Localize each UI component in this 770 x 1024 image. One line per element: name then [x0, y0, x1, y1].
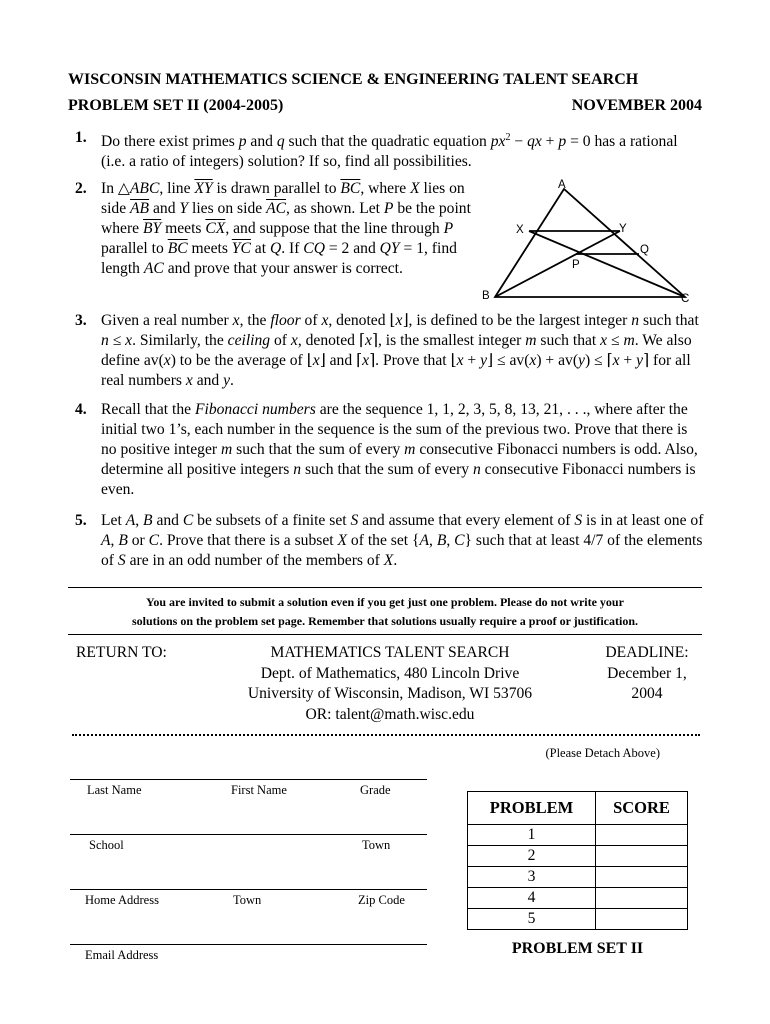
- school-label: School: [89, 838, 124, 852]
- submission-notice: [68, 587, 702, 635]
- notice-line-2: solutions on the problem set page. Remember that solutions usually require a proof or justification.: [131, 614, 639, 628]
- problem-5: [75, 511, 705, 571]
- detach-line: [72, 734, 700, 736]
- score-cell[interactable]: [596, 867, 688, 888]
- contact-email[interactable]: OR: talent@math.wisc.edu: [305, 705, 475, 723]
- problem-text: Do there exist primes p and q such that the quadratic equation $px^2$ − qx + p = 0 has a rational (i.e. a ratio of integers) solution? If so, find all possibilities.: [101, 132, 678, 171]
- problem-1: [75, 128, 705, 172]
- problem-number-cell: 2: [468, 846, 596, 867]
- label-b: B: [482, 290, 490, 302]
- problem-text: Given a real number x, the floor of x, denoted ⌊x⌋, is defined to be the largest integer n such that n ≤ x. Similarly, the ceiling of x, denoted ⌈x⌉, is the smallest integer m such that x ≤ m. We also define av(x) to be the average of ⌊x⌋ and ⌈x⌉. Prove that ⌊x + y⌋ ≤ av(x) + av(y) ≤ ⌈x + y⌉ for all real numbers x and y.: [101, 312, 699, 389]
- last-name-label: Last Name: [87, 783, 142, 797]
- address-line-2: University of Wisconsin, Madison, WI 53706: [247, 685, 533, 702]
- problem-number: 3.: [75, 312, 87, 329]
- zip-code-label: Zip Code: [358, 893, 405, 907]
- problem-column-header: PROBLEM: [468, 792, 596, 825]
- score-row: [468, 867, 688, 888]
- deadline: [592, 643, 702, 705]
- problem-number-cell: 3: [468, 867, 596, 888]
- form-line: [70, 944, 427, 945]
- score-cell[interactable]: [596, 825, 688, 846]
- problem-number-cell: 4: [468, 888, 596, 909]
- score-cell[interactable]: [596, 846, 688, 867]
- address-line-1: Dept. of Mathematics, 480 Lincoln Drive: [260, 664, 520, 682]
- label-c: C: [681, 293, 690, 305]
- problem-number: 4.: [75, 401, 87, 418]
- line-by: [495, 231, 620, 297]
- problem-set-label: PROBLEM SET II (2004-2005): [68, 97, 284, 114]
- problem-text: Recall that the Fibonacci numbers are the sequence 1, 1, 2, 3, 5, 8, 13, 21, . . ., where after the initial two 1’s, each number in the sequence is the sum of the previous two. Prove that there is no positive integer m such that the sum of every m consecutive Fibonacci numbers is odd. Also, determine all positive integers n such that the sum of every n consecutive Fibonacci numbers is even.: [101, 401, 698, 498]
- org-name: MATHEMATICS TALENT SEARCH: [270, 644, 510, 661]
- return-to-label: RETURN TO:: [76, 644, 167, 661]
- problem-3: [75, 311, 705, 391]
- form-line: [70, 834, 427, 835]
- score-table: [467, 791, 688, 930]
- score-column-header: SCORE: [596, 792, 688, 825]
- problem-4: [75, 400, 705, 500]
- document-title: WISCONSIN MATHEMATICS SCIENCE & ENGINEERING TALENT SEARCH: [68, 71, 639, 88]
- label-x: X: [516, 224, 524, 236]
- detach-note: (Please Detach Above): [545, 746, 660, 760]
- line-cx: [529, 231, 685, 297]
- label-q: Q: [640, 244, 649, 256]
- score-row: [468, 909, 688, 930]
- form-line: [70, 889, 427, 890]
- problem-number-cell: 5: [468, 909, 596, 930]
- score-cell[interactable]: [596, 888, 688, 909]
- score-table-caption: PROBLEM SET II: [511, 940, 644, 957]
- email-address-label: Email Address: [85, 948, 159, 962]
- form-line: [70, 779, 427, 780]
- label-a: A: [558, 179, 566, 191]
- problem-2: [75, 179, 477, 279]
- label-y: Y: [619, 223, 627, 235]
- score-row: [468, 846, 688, 867]
- problem-text: In △ABC, line $\overline{XY}$ is drawn parallel to $\overline{BC}$, where X lies on side $\overline{AB}$ and Y lies on side $\overline{AC}$, as shown. Let P be the point where $\overline{BY}$ meets $\overline{CX}$, and suppose that the line through P parallel to $\overline{BC}$ meets $\overline{YC}$ at Q. If CQ = 2 and QY = 1, find length AC and prove that your answer is correct.: [101, 180, 471, 277]
- problem-number: 1.: [75, 129, 87, 146]
- home-address-label: Home Address: [85, 893, 159, 907]
- score-row: [468, 825, 688, 846]
- triangle-figure: [480, 172, 700, 307]
- return-address: [190, 643, 590, 725]
- problem-number: 5.: [75, 512, 87, 529]
- problem-number: 2.: [75, 180, 87, 197]
- town-label: Town: [362, 838, 391, 852]
- problem-text: Let A, B and C be subsets of a finite set S and assume that every element of S is in at least one of A, B or C. Prove that there is a subset X of the set {A, B, C} such that at least 4/7 of the elements of S are in an odd number of the members of X.: [101, 512, 704, 569]
- deadline-label: DEADLINE:: [605, 644, 689, 661]
- issue-date: NOVEMBER 2004: [571, 97, 702, 114]
- score-cell[interactable]: [596, 909, 688, 930]
- notice-line-1: You are invited to submit a solution even if you get just one problem. Please do not write your: [146, 595, 624, 609]
- first-name-label: First Name: [231, 783, 287, 797]
- triangle-abc: [495, 189, 685, 297]
- deadline-date: December 1,: [607, 664, 687, 682]
- score-row: [468, 888, 688, 909]
- problem-number-cell: 1: [468, 825, 596, 846]
- grade-label: Grade: [360, 783, 391, 797]
- deadline-year: 2004: [631, 685, 663, 702]
- town2-label: Town: [233, 893, 262, 907]
- label-p: P: [572, 259, 580, 271]
